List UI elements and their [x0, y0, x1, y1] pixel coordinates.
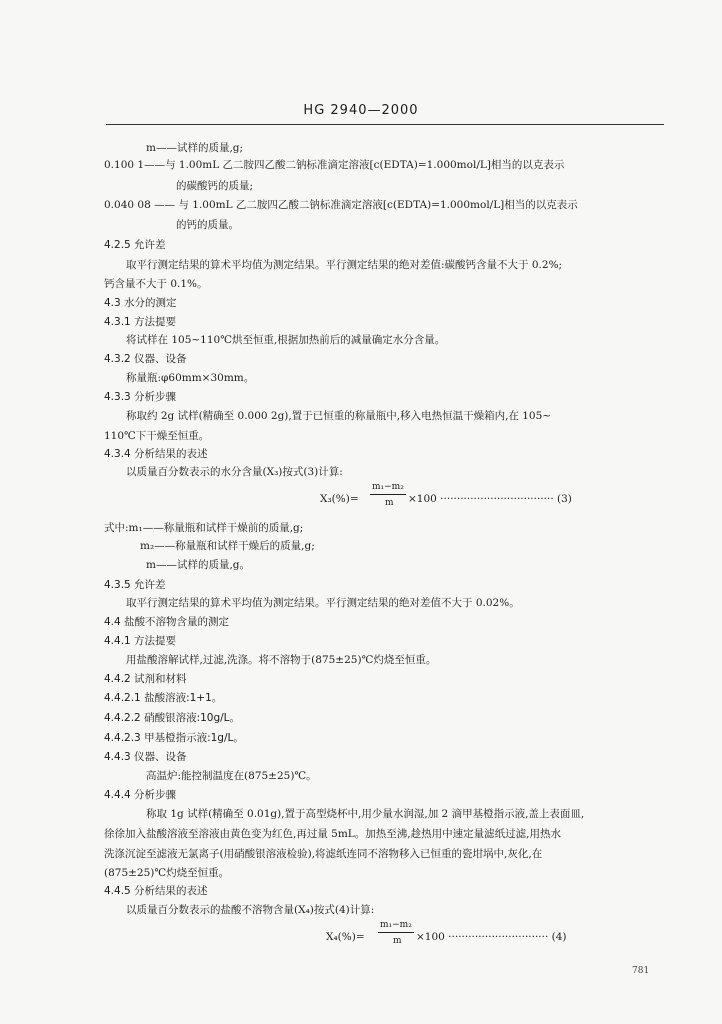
header-rule — [106, 124, 664, 125]
formula-3-lhs: X₃(%)= — [320, 493, 359, 505]
text-line: 将试样在 105~110℃烘至恒重,根据加热前后的减量确定水分含量。 — [126, 334, 446, 346]
text-line: 以质量百分数表示的盐酸不溶物含量(X₄)按式(4)计算: — [126, 904, 375, 916]
formula-3-rhs: ×100 ·································· (3) — [408, 493, 572, 505]
section-heading: 4.4.3 仪器、设备 — [104, 751, 187, 763]
text-line: 高温炉:能控制温度在(875±25)℃。 — [146, 770, 317, 782]
formula-4-numerator: m₁−m₂ — [380, 920, 412, 930]
formula-4-denominator: m — [393, 936, 402, 946]
section-heading: 4.4 盐酸不溶物含量的测定 — [104, 616, 230, 628]
section-heading: 4.2.5 允许差 — [104, 239, 166, 251]
section-heading: 4.3.4 分析结果的表述 — [104, 448, 208, 460]
page-number: 781 — [632, 966, 650, 976]
text-line: 徐徐加入盐酸溶液至溶液由黄色变为红色,再过量 5mL。加热至沸,趁热用中速定量滤纸过滤,用热水 — [104, 828, 561, 840]
text-line: m——试样的质量,g。 — [146, 559, 251, 571]
text-line: 以质量百分数表示的水分含量(X₃)按式(3)计算: — [126, 466, 343, 478]
text-line: 称取 1g 试样(精确至 0.01g),置于高型烧杯中,用少量水润湿,加 2 滴甲基橙指示液,盖上表面皿, — [146, 808, 585, 820]
text-line: 称量瓶:φ60mm×30mm。 — [126, 372, 255, 384]
section-heading: 4.4.4 分析步骤 — [104, 789, 177, 801]
section-heading: 4.3.1 方法提要 — [104, 316, 177, 328]
section-heading: 4.3.3 分析步骤 — [104, 391, 177, 403]
standard-code: HG 2940—2000 — [303, 103, 419, 118]
text-line: 取平行测定结果的算术平均值为测定结果。平行测定结果的绝对差值:碳酸钙含量不大于 0.2%; — [126, 259, 563, 271]
section-heading: 4.4.2.1 盐酸溶液:1+1。 — [104, 692, 223, 704]
formula-3-numerator: m₁−m₂ — [372, 482, 404, 492]
section-heading: 4.4.5 分析结果的表述 — [104, 885, 208, 897]
section-heading: 4.3.2 仪器、设备 — [104, 353, 187, 365]
section-heading: 4.3.5 允许差 — [104, 579, 166, 591]
text-line: 取平行测定结果的算术平均值为测定结果。平行测定结果的绝对差值不大于 0.02%。 — [126, 597, 520, 609]
text-line: 称取约 2g 试样(精确至 0.000 2g),置于已恒重的称量瓶中,移入电热恒温干燥箱内,在 105~ — [126, 410, 552, 422]
text-line: (875±25)℃灼烧至恒重。 — [104, 867, 230, 879]
text-line: 的碳酸钙的质量; — [176, 180, 254, 192]
text-line: 0.040 08 —— 与 1.00mL 乙二胺四乙酸二钠标准滴定溶液[c(EDTA)=1.000mol/L]相当的以克表示 — [104, 199, 578, 211]
section-heading: 4.3 水分的测定 — [104, 297, 177, 309]
text-line: m——试样的质量,g; — [146, 142, 244, 154]
formula-4-rhs: ×100 ······························ (4) — [416, 931, 567, 943]
section-heading: 4.4.2 试剂和材料 — [104, 673, 187, 685]
formula-3-fraction-bar — [370, 494, 406, 495]
section-heading: 4.4.1 方法提要 — [104, 635, 177, 647]
section-heading: 4.4.2.3 甲基橙指示液:1g/L。 — [104, 732, 244, 744]
text-line: 的钙的质量。 — [176, 219, 239, 231]
text-line: 洗涤沉淀至滤液无氯离子(用硝酸银溶液检验),将滤纸连同不溶物移入已恒重的瓷坩埚中,灰化,在 — [104, 848, 543, 860]
text-line: 式中:m₁——称量瓶和试样干燥前的质量,g; — [104, 522, 304, 534]
text-line: 钙含量不大于 0.1%。 — [104, 278, 208, 290]
formula-4-fraction-bar — [378, 932, 414, 933]
text-line: 0.100 1——与 1.00mL 乙二胺四乙酸二钠标准滴定溶液[c(EDTA)=1.000mol/L]相当的以克表示 — [104, 159, 565, 171]
formula-4-lhs: X₄(%)= — [326, 931, 365, 943]
text-line: m₂——称量瓶和试样干燥后的质量,g; — [140, 540, 315, 552]
section-heading: 4.4.2.2 硝酸银溶液:10g/L。 — [104, 712, 241, 724]
text-line: 110℃下干燥至恒重。 — [104, 430, 210, 442]
text-line: 用盐酸溶解试样,过滤,洗涤。将不溶物于(875±25)℃灼烧至恒重。 — [126, 654, 437, 666]
formula-3-denominator: m — [385, 498, 394, 508]
